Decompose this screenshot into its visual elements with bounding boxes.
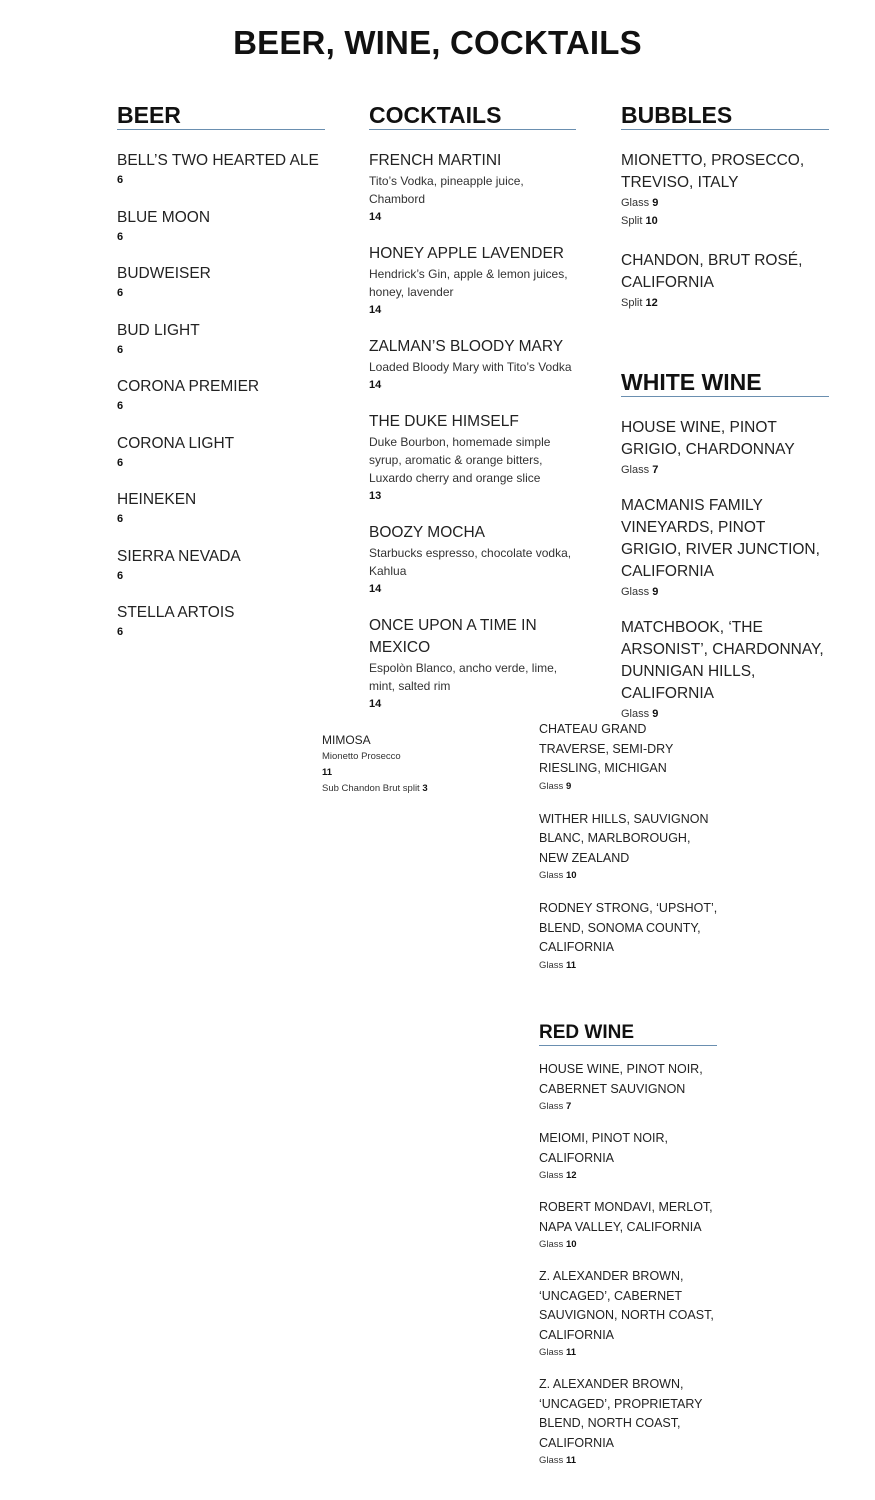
- price-line: [539, 1453, 719, 1469]
- price-line: [539, 779, 719, 795]
- item-price: 10: [645, 215, 658, 227]
- menu-item: [369, 336, 576, 394]
- cocktails-section: [369, 102, 576, 730]
- item-name: HONEY APPLE LAVENDER: [369, 245, 564, 262]
- item-price: 6: [117, 343, 124, 356]
- price-label: Glass: [539, 1347, 564, 1358]
- menu-item: [539, 899, 719, 974]
- menu-item: [117, 376, 325, 414]
- price-line: [621, 212, 829, 230]
- item-price: 11: [565, 1347, 576, 1358]
- item-price: 6: [117, 230, 124, 243]
- item-price: 9: [652, 586, 659, 598]
- bubbles-heading: BUBBLES: [621, 102, 829, 130]
- item-price: 6: [117, 626, 124, 638]
- item-name: ZALMAN’S BLOODY MARY: [369, 338, 564, 355]
- price-line: [621, 461, 829, 479]
- menu-item: [539, 810, 719, 885]
- menu-item: [369, 243, 576, 319]
- item-name: CHANDON, BRUT ROSÉ, CALIFORNIA: [621, 252, 803, 291]
- item-price: 6: [117, 513, 124, 525]
- menu-item: [621, 150, 829, 230]
- item-name: HOUSE WINE, PINOT GRIGIO, CHARDONNAY: [621, 419, 795, 458]
- price-line: [539, 1237, 719, 1253]
- beer-heading: BEER: [117, 102, 325, 130]
- menu-item: [369, 615, 576, 713]
- red-wine-section: [539, 1022, 719, 1483]
- item-name: CORONA LIGHT: [117, 434, 235, 452]
- item-name: BUD LIGHT: [117, 321, 200, 339]
- item-price: 6: [117, 569, 124, 582]
- price-label: Glass: [539, 780, 564, 792]
- price-line: [539, 1099, 719, 1115]
- item-price: 7: [652, 464, 659, 476]
- price-line: [539, 1168, 719, 1184]
- item-description: Starbucks espresso, chocolate vodka, Kahlua: [369, 546, 572, 578]
- item-price: 14: [369, 698, 382, 710]
- price-label: Glass: [539, 1455, 564, 1466]
- price-label: Glass: [621, 586, 650, 598]
- item-price: 10: [565, 870, 577, 881]
- menu-item: [621, 250, 829, 312]
- item-description: Loaded Bloody Mary with Tito’s Vodka: [369, 360, 572, 374]
- item-name: HOUSE WINE, PINOT NOIR, CABERNET SAUVIGNON: [539, 1062, 703, 1096]
- menu-item: [117, 546, 325, 584]
- menu-item: [117, 433, 325, 471]
- item-price: 14: [369, 211, 382, 223]
- item-price: 6: [117, 456, 124, 469]
- item-name: SIERRA NEVADA: [117, 547, 241, 565]
- item-price: 12: [565, 1170, 577, 1181]
- item-price: 7: [565, 1101, 572, 1112]
- item-price: 10: [565, 1239, 577, 1250]
- menu-item: [539, 1267, 719, 1361]
- price-label: Glass: [539, 870, 564, 881]
- menu-item: [539, 1375, 719, 1469]
- sub-option: [322, 781, 522, 797]
- item-name: ROBERT MONDAVI, MERLOT, NAPA VALLEY, CALIFORNIA: [539, 1200, 713, 1234]
- price-label: Glass: [621, 708, 650, 720]
- page-title: BEER, WINE, COCKTAILS: [233, 24, 642, 61]
- item-name: RODNEY STRONG, ‘UPSHOT’, BLEND, SONOMA COUNTY, CALIFORNIA: [539, 901, 718, 954]
- item-name: CORONA PREMIER: [117, 378, 260, 395]
- menu-item: [539, 1198, 719, 1253]
- sub-price: 3: [422, 783, 428, 794]
- item-name: BELL’S TWO HEARTED ALE: [117, 152, 319, 169]
- price-label: Glass: [621, 464, 650, 476]
- item-name: STELLA ARTOIS: [117, 604, 235, 621]
- item-description: Tito’s Vodka, pineapple juice, Chambord: [369, 174, 524, 206]
- item-name: THE DUKE HIMSELF: [369, 413, 519, 430]
- item-name: Z. ALEXANDER BROWN, ‘UNCAGED’, CABERNET SAUVIGNON, NORTH COAST, CALIFORNIA: [539, 1269, 714, 1342]
- item-price: 13: [369, 490, 382, 502]
- item-price: 12: [645, 297, 658, 309]
- item-name: MATCHBOOK, ‘THE ARSONIST’, CHARDONNAY, DUNNIGAN HILLS, CALIFORNIA: [621, 619, 824, 702]
- price-line: [539, 958, 719, 974]
- item-price: 11: [565, 1455, 576, 1466]
- menu-item: [117, 207, 325, 245]
- item-name: BOOZY MOCHA: [369, 524, 485, 541]
- item-price: 6: [117, 174, 124, 186]
- menu-item: [117, 320, 325, 358]
- menu-item: [621, 495, 829, 601]
- white-wine-continued: [539, 720, 719, 989]
- beer-section: [117, 102, 325, 659]
- menu-item: [117, 150, 325, 188]
- price-line: [539, 868, 719, 884]
- bubbles-section: [621, 102, 829, 332]
- item-price: 14: [369, 304, 382, 316]
- item-name: MEIOMI, PINOT NOIR, CALIFORNIA: [539, 1131, 668, 1165]
- item-price: 11: [322, 767, 333, 778]
- item-name: WITHER HILLS, SAUVIGNON BLANC, MARLBOROUGH, NEW ZEALAND: [539, 811, 709, 865]
- menu-item: [369, 150, 576, 226]
- item-price: 9: [565, 780, 572, 792]
- item-name: MIMOSA: [322, 733, 371, 747]
- item-name: MACMANIS FAMILY VINEYARDS, PINOT GRIGIO, RIVER JUNCTION, CALIFORNIA: [621, 497, 820, 580]
- price-label: Glass: [539, 1170, 564, 1181]
- item-name: HEINEKEN: [117, 491, 197, 508]
- sub-label: Sub Chandon Brut split: [322, 783, 420, 794]
- item-description: Hendrick’s Gin, apple & lemon juices, honey, lavender: [369, 267, 568, 299]
- white-wine-heading: WHITE WINE: [621, 369, 829, 397]
- price-label: Glass: [539, 1101, 564, 1112]
- item-description: Mionetto Prosecco: [322, 751, 401, 762]
- menu-item: [539, 720, 719, 795]
- item-name: BUDWEISER: [117, 265, 211, 282]
- price-line: [621, 583, 829, 601]
- menu-item: [117, 602, 325, 640]
- price-label: Glass: [621, 197, 650, 209]
- red-wine-heading: RED WINE: [539, 1022, 717, 1046]
- item-name: CHATEAU GRAND TRAVERSE, SEMI-DRY RIESLING, MICHIGAN: [539, 722, 674, 775]
- item-price: 14: [369, 583, 382, 595]
- item-price: 11: [565, 959, 576, 971]
- item-price: 9: [652, 708, 659, 720]
- item-description: Espolòn Blanco, ancho verde, lime, mint, salted rim: [369, 661, 558, 693]
- white-wine-section: [621, 369, 829, 739]
- menu-item: [369, 522, 576, 598]
- price-label: Split: [621, 297, 643, 309]
- item-price: 14: [369, 379, 382, 391]
- item-name: ONCE UPON A TIME IN MEXICO: [369, 617, 537, 656]
- menu-item: [621, 417, 829, 479]
- menu-item: [369, 411, 576, 505]
- item-price: 9: [652, 197, 659, 209]
- item-description: Duke Bourbon, homemade simple syrup, aromatic & orange bitters, Luxardo cherry and orange slice: [369, 435, 551, 485]
- menu-item: [117, 489, 325, 527]
- item-price: 6: [117, 400, 124, 412]
- cocktails-heading: COCKTAILS: [369, 102, 576, 130]
- item-name: FRENCH MARTINI: [369, 152, 502, 169]
- menu-item: [539, 1060, 719, 1115]
- menu-item: [117, 263, 325, 301]
- menu-item: [621, 617, 829, 723]
- price-label: Glass: [539, 1239, 564, 1250]
- item-name: MIONETTO, PROSECCO, TREVISO, ITALY: [621, 152, 805, 191]
- price-line: [621, 194, 829, 212]
- item-price: 6: [117, 287, 124, 299]
- mimosa-item: [322, 731, 522, 797]
- price-line: [539, 1345, 719, 1361]
- price-line: [621, 294, 829, 312]
- price-label: Glass: [539, 959, 564, 971]
- item-name: Z. ALEXANDER BROWN, ‘UNCAGED’, PROPRIETARY BLEND, NORTH COAST, CALIFORNIA: [539, 1377, 703, 1450]
- price-label: Split: [621, 215, 643, 227]
- menu-item: [539, 1129, 719, 1184]
- item-name: BLUE MOON: [117, 208, 211, 226]
